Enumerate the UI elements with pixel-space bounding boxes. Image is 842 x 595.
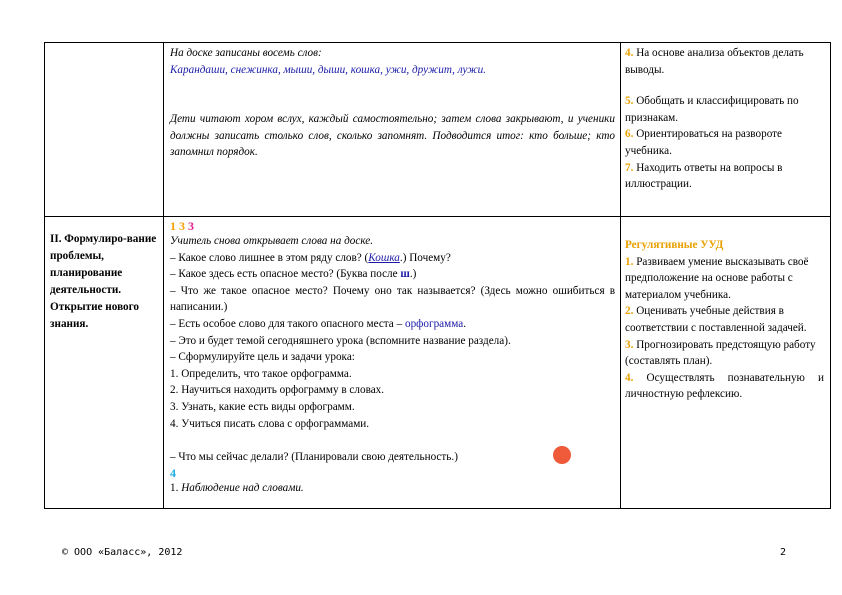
- lesson-table: [44, 42, 831, 509]
- marker: 1: [170, 219, 176, 233]
- stage-cell-empty: [45, 43, 164, 217]
- skill-item: 4. На основе анализа объектов делать выводы.: [625, 47, 804, 76]
- question-line: – Это и будет темой сегодняшнего урока (вспомните название раздела).: [170, 334, 511, 347]
- skill-item: 1. Развиваем умение высказывать своё предположение на основе работы с материалом учебника.: [625, 255, 809, 301]
- marker: 3: [188, 219, 194, 233]
- question-line: – Что же такое опасное место? Почему оно так называется? (Здесь можно ошибиться в написании.): [170, 284, 615, 314]
- table-row: [45, 217, 831, 509]
- marker: 4: [170, 465, 176, 480]
- copyright: © ООО «Баласс», 2012: [62, 547, 183, 558]
- observation-line: 1. Наблюдение над словами.: [170, 481, 304, 494]
- activity-cell: [164, 43, 621, 217]
- color-markers: [170, 219, 615, 233]
- marker: 3: [179, 219, 185, 233]
- question-line: – Какое здесь есть опасное место? (Буква после ш.): [170, 268, 417, 281]
- skills-cell: [621, 43, 831, 217]
- activity-cell: [164, 217, 621, 509]
- skills-heading: Регулятивные УУД: [625, 239, 724, 251]
- board-words: Карандаши, снежинка, мыши, дыши, кошка, ужи, дружит, лужи.: [170, 63, 486, 76]
- stage-cell: [45, 217, 164, 509]
- skill-item: 2. Оценивать учебные действия в соответствии с поставленной задачей.: [625, 305, 807, 334]
- task-item: 2. Научиться находить орфограмму в словах.: [170, 384, 385, 397]
- skill-item: 5. Обобщать и классифицировать по признакам.: [625, 95, 799, 124]
- skill-item: 4. Осуществлять познавательную и личностную рефлексию.: [625, 371, 824, 401]
- question-line: – Что мы сейчас делали? (Планировали свою деятельность.): [170, 451, 458, 464]
- question-line: – Есть особое слово для такого опасного места – орфограмма.: [170, 317, 466, 330]
- skill-item: 3. Прогнозировать предстоящую работу (составлять план).: [625, 338, 816, 368]
- task-item: 1. Определить, что такое орфограмма.: [170, 367, 352, 380]
- question-line: – Какое слово лишнее в этом ряду слов? (Кошка.) Почему?: [170, 251, 451, 264]
- question-line: – Сформулируйте цель и задачи урока:: [170, 351, 355, 364]
- table-row: [45, 43, 831, 217]
- teacher-intro: Учитель снова открывает слова на доске.: [170, 235, 374, 247]
- reading-instructions: Дети читают хором вслух, каждый самостоятельно; затем слова закрывают, и ученики должны записать столько слов, сколько запомнят. Подводится итог: кто больше; кто запомнил порядок.: [170, 113, 615, 159]
- stage-title: II. Формулиро-вание проблемы, планирование деятельности. Открытие нового знания.: [50, 233, 157, 330]
- skill-item: 7. Находить ответы на вопросы в иллюстрации.: [625, 161, 783, 191]
- red-circle-marker: [553, 446, 571, 464]
- board-intro: На доске записаны восемь слов:: [170, 47, 322, 59]
- page-number: 2: [780, 547, 787, 558]
- task-item: 3. Узнать, какие есть виды орфограмм.: [170, 400, 355, 413]
- task-item: 4. Учиться писать слова с орфограммами.: [170, 417, 370, 430]
- skills-cell: [621, 217, 831, 509]
- skill-item: 6. Ориентироваться на развороте учебника.: [625, 128, 782, 157]
